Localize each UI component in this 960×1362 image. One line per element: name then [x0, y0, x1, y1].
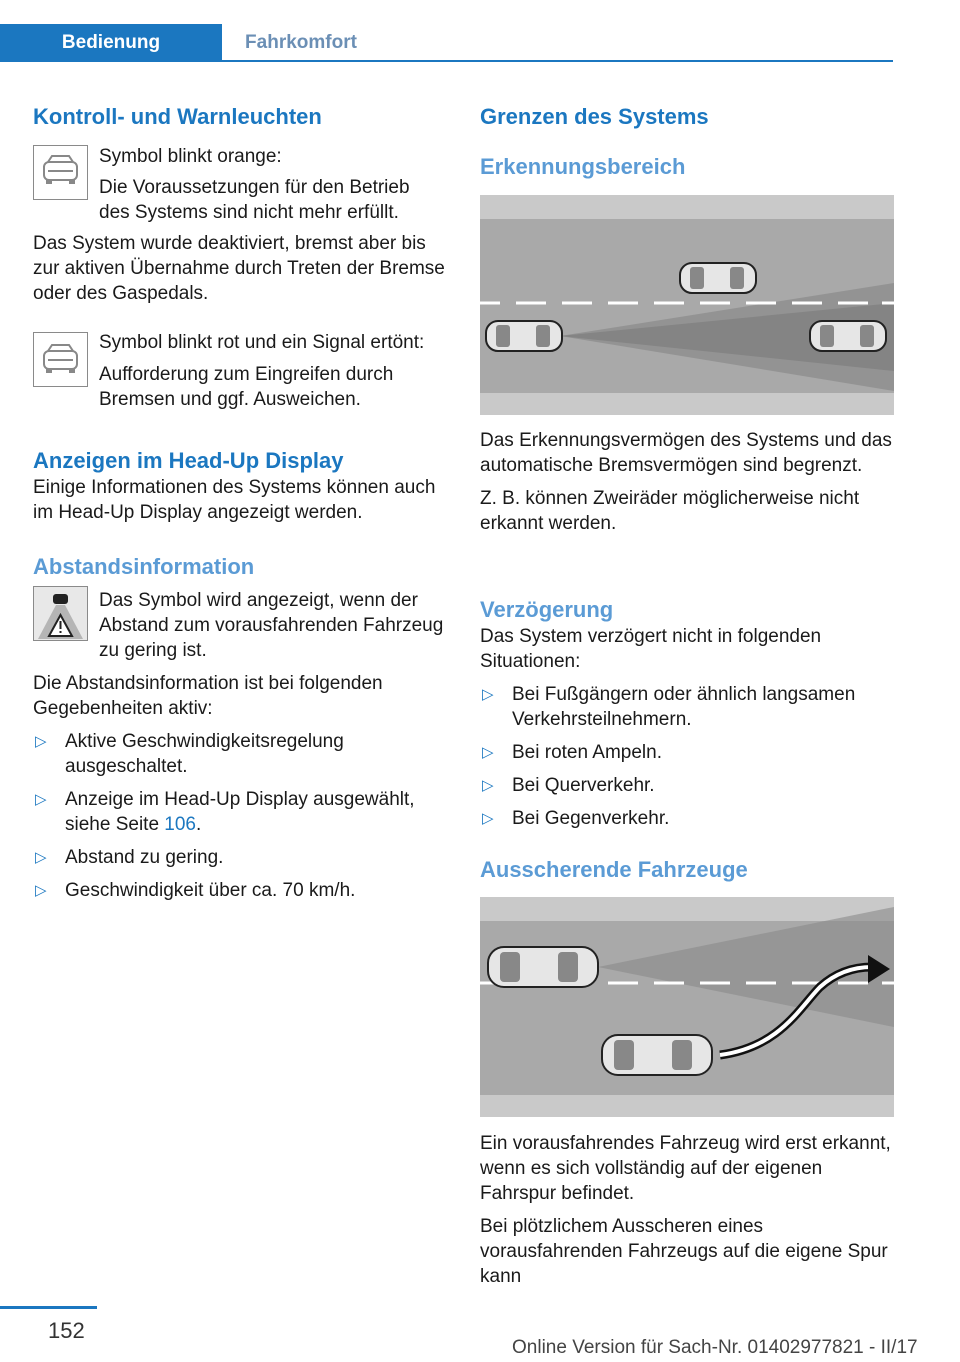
- triangle-bullet-icon: ▷: [35, 882, 47, 899]
- list-item: ▷ Bei Gegenverkehr.: [482, 808, 670, 829]
- hud-text: Einige Informationen des Systems können auch im Head-Up Display angezeigt werden.: [33, 477, 436, 523]
- left-list-section: [33, 671, 445, 903]
- tab-bedienung[interactable]: Bedienung: [0, 24, 222, 62]
- triangle-bullet-icon: ▷: [35, 733, 47, 750]
- heading-verzoegerung: Verzögerung: [480, 597, 614, 622]
- heading-erkennung: Erkennungsbereich: [480, 154, 686, 179]
- distance-warning-icon: [33, 586, 88, 641]
- car-warning-icon: [33, 145, 88, 200]
- hud-section: [33, 447, 445, 525]
- page-link[interactable]: 106: [164, 814, 196, 835]
- list-item: ▷ Geschwindigkeit über ca. 70 km/h.: [35, 880, 356, 901]
- icon2-description: [99, 330, 445, 412]
- detection-range-figure: [480, 195, 894, 415]
- verzoegerung-section: [480, 596, 894, 831]
- triangle-bullet-icon: ▷: [482, 686, 494, 703]
- left-para2: Die Abstandsinformation ist bei folgenden Gegebenheiten aktiv:: [33, 673, 383, 719]
- triangle-bullet-icon: ▷: [482, 810, 494, 827]
- abstand-heading-wrap: [33, 553, 445, 581]
- erkennung-p2: Z. B. können Zweiräder möglicherweise nicht erkannt werden.: [480, 488, 860, 534]
- verz-text: Das System verzögert nicht in folgenden Situationen:: [480, 626, 822, 672]
- triangle-bullet-icon: ▷: [482, 777, 494, 794]
- heading-abstand: Abstandsinformation: [33, 554, 255, 579]
- page-number: 152: [48, 1318, 85, 1343]
- list-item: ▷ Abstand zu gering.: [35, 847, 224, 868]
- icon3-text: Das Symbol wird angezeigt, wenn der Abstand zum vorausfahrenden Fahrzeug zu gering ist.: [99, 590, 444, 661]
- icon2-line2: Aufforderung zum Eingreifen durch Bremsen und ggf. Ausweichen.: [99, 364, 394, 410]
- heading-ausscherend: Ausscherende Fahrzeuge: [480, 857, 748, 882]
- icon1-description: [99, 144, 445, 225]
- left-para1-wrap: [33, 231, 445, 306]
- ausscherend-text: [480, 1131, 894, 1289]
- ausscherend-heading-wrap: [480, 856, 894, 884]
- right-column: [480, 103, 894, 181]
- cut-in-figure: [480, 897, 894, 1117]
- left-column: [33, 103, 445, 131]
- triangle-bullet-icon: ▷: [35, 791, 47, 808]
- car-top: [680, 263, 756, 293]
- erkennung-p1: Das Erkennungsvermögen des Systems und das automatische Bremsvermögen sind begrenzt.: [480, 430, 892, 476]
- list-item: ▷ Bei Fußgängern oder ähnlich langsamen Verkehrsteilnehmern.: [482, 684, 856, 730]
- left-para1: Das System wurde deaktiviert, bremst aber bis zur aktiven Übernahme durch Treten der Bremse oder des Gaspedals.: [33, 233, 445, 304]
- tab-fahrkomfort[interactable]: Fahrkomfort: [245, 32, 357, 53]
- right-bullet-list: [480, 682, 894, 831]
- header-rule: [0, 60, 893, 62]
- heading-grenzen: Grenzen des Systems: [480, 104, 709, 129]
- list-item: ▷ Bei Querverkehr.: [482, 775, 655, 796]
- car-warning-red-icon: [33, 332, 88, 387]
- triangle-bullet-icon: ▷: [482, 744, 494, 761]
- list-item: ▷ Aktive Geschwindigkeitsregelung ausgeschaltet.: [35, 731, 344, 777]
- list-item: ▷ Bei roten Ampeln.: [482, 742, 662, 763]
- online-version: Online Version für Sach-Nr. 01402977821 - II/17: [512, 1337, 918, 1358]
- heading-hud: Anzeigen im Head-Up Display: [33, 448, 344, 473]
- aus-p2: Bei plötzlichem Ausscheren eines vorausfahrenden Fahrzeugs auf die eigene Spur kann: [480, 1216, 888, 1287]
- icon2-line1: Symbol blinkt rot und ein Signal ertönt:: [99, 332, 425, 353]
- page-header: [0, 0, 960, 62]
- erkennung-text: [480, 428, 894, 536]
- list-item: ▷ Anzeige im Head-Up Display ausgewählt, siehe Seite 106.: [35, 789, 415, 835]
- triangle-bullet-icon: ▷: [35, 849, 47, 866]
- footer-rule: [0, 1306, 97, 1309]
- icon3-description: [99, 588, 445, 663]
- aus-p1: Ein vorausfahrendes Fahrzeug wird erst erkannt, wenn es sich vollständig auf der eigenen Fahrspur befindet.: [480, 1133, 891, 1204]
- icon1-line1: Symbol blinkt orange:: [99, 146, 282, 167]
- icon1-line2: Die Voraussetzungen für den Betrieb des Systems sind nicht mehr erfüllt.: [99, 177, 410, 223]
- left-bullet-list: [33, 729, 445, 903]
- heading-kontroll: Kontroll- und Warnleuchten: [33, 104, 322, 129]
